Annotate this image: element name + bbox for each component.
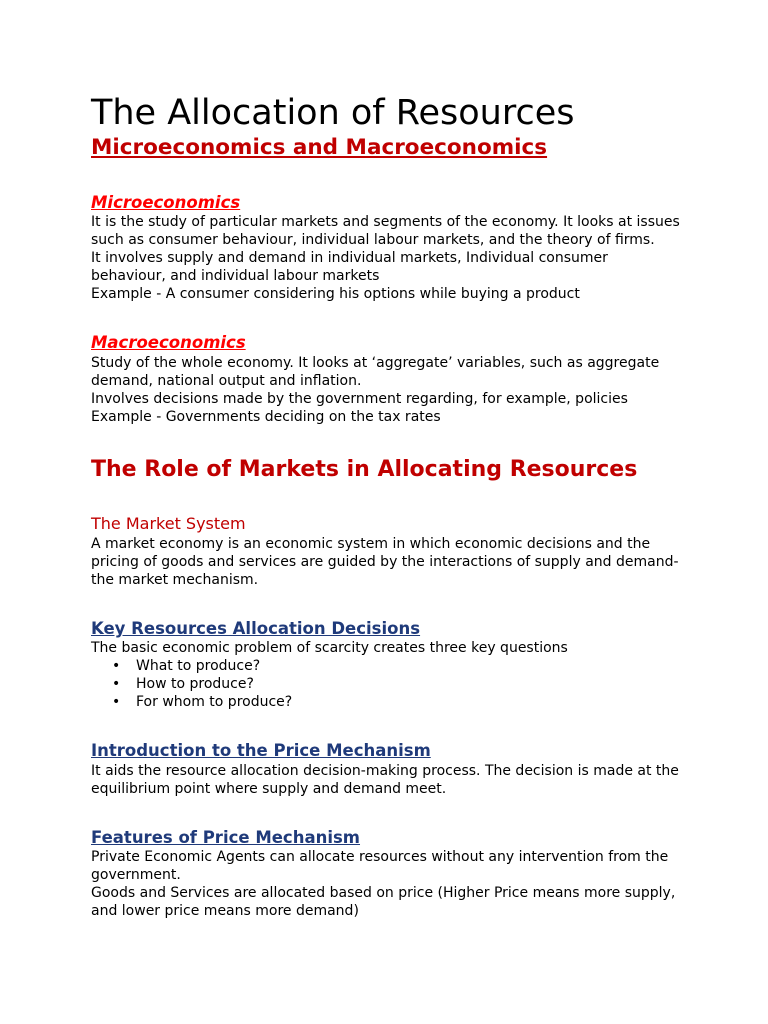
paragraph-line: Goods and Services are allocated based on price (Higher Price means more supply, bbox=[91, 885, 676, 901]
bullet-icon: • bbox=[112, 676, 121, 692]
page-subtitle: Microeconomics and Macroeconomics bbox=[91, 135, 548, 160]
paragraph-line: and lower price means more demand) bbox=[91, 903, 359, 919]
role-of-markets-heading: The Role of Markets in Allocating Resources bbox=[91, 457, 638, 482]
paragraph-line: It is the study of particular markets and segments of the economy. It looks at issues bbox=[91, 214, 680, 230]
list-item-text: What to produce? bbox=[136, 658, 261, 674]
bullet-icon: • bbox=[112, 694, 121, 710]
paragraph-line: pricing of goods and services are guided by the interactions of supply and demand- bbox=[91, 554, 679, 570]
macroeconomics-heading: Macroeconomics bbox=[91, 333, 246, 352]
key-decisions-heading: Key Resources Allocation Decisions bbox=[91, 619, 421, 638]
paragraph-line: Example - Governments deciding on the tax rates bbox=[91, 409, 441, 425]
paragraph-line: government. bbox=[91, 867, 181, 883]
paragraph-line: the market mechanism. bbox=[91, 572, 259, 588]
price-mechanism-intro-heading: Introduction to the Price Mechanism bbox=[91, 741, 431, 760]
list-item-text: How to produce? bbox=[136, 676, 254, 692]
paragraph-line: behaviour, and individual labour markets bbox=[91, 268, 380, 284]
paragraph-line: It involves supply and demand in individual markets, Individual consumer bbox=[91, 250, 608, 266]
paragraph-line: Example - A consumer considering his options while buying a product bbox=[91, 286, 580, 302]
paragraph-line: The basic economic problem of scarcity creates three key questions bbox=[91, 640, 568, 656]
list-item-text: For whom to produce? bbox=[136, 694, 293, 710]
price-mechanism-intro-paragraph bbox=[91, 762, 679, 798]
list-item bbox=[91, 657, 292, 675]
key-decisions-intro bbox=[91, 639, 568, 657]
microeconomics-heading: Microeconomics bbox=[91, 193, 241, 212]
paragraph-line: such as consumer behaviour, individual labour markets, and the theory of firms. bbox=[91, 232, 655, 248]
list-item bbox=[91, 675, 292, 693]
price-mechanism-features-paragraph bbox=[91, 848, 675, 920]
paragraph-line: Involves decisions made by the government regarding, for example, policies bbox=[91, 391, 628, 407]
paragraph-line: equilibrium point where supply and demand meet. bbox=[91, 781, 447, 797]
paragraph-line: Study of the whole economy. It looks at ‘aggregate’ variables, such as aggregate bbox=[91, 355, 660, 371]
list-item bbox=[91, 693, 292, 711]
microeconomics-paragraph bbox=[91, 213, 680, 303]
key-questions-list bbox=[91, 657, 292, 711]
bullet-icon: • bbox=[112, 658, 121, 674]
market-system-heading: The Market System bbox=[91, 514, 246, 533]
macroeconomics-paragraph bbox=[91, 354, 659, 426]
price-mechanism-features-heading: Features of Price Mechanism bbox=[91, 828, 361, 847]
paragraph-line: A market economy is an economic system in which economic decisions and the bbox=[91, 536, 651, 552]
page-title: The Allocation of Resources bbox=[91, 93, 575, 133]
paragraph-line: It aids the resource allocation decision-making process. The decision is made at the bbox=[91, 763, 679, 779]
market-system-paragraph bbox=[91, 535, 679, 589]
paragraph-line: demand, national output and inflation. bbox=[91, 373, 362, 389]
paragraph-line: Private Economic Agents can allocate resources without any intervention from the bbox=[91, 849, 669, 865]
